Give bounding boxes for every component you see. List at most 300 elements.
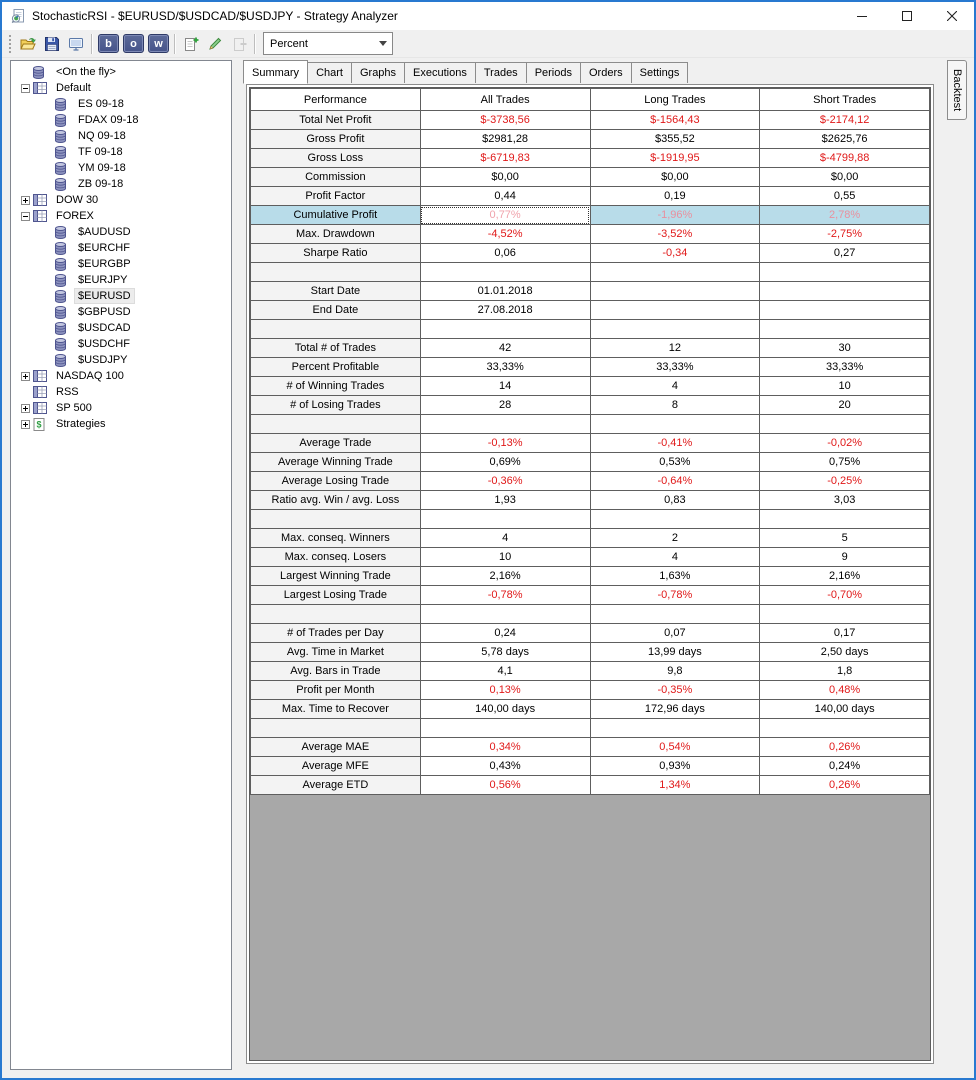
table-row — [251, 776, 930, 795]
tab-chart[interactable]: Chart — [307, 62, 352, 83]
value-cell[interactable]: 30 — [760, 339, 930, 358]
table-row — [251, 377, 930, 396]
value-cell[interactable]: -4,52% — [420, 225, 590, 244]
collapse-minus-icon[interactable] — [17, 212, 33, 221]
tree-item-usdcad[interactable] — [11, 320, 231, 336]
value-cell[interactable]: 4 — [590, 548, 760, 567]
row-label-cell[interactable]: Max. Time to Recover — [251, 700, 421, 719]
tab-summary[interactable]: Summary — [243, 60, 308, 84]
value-cell[interactable]: -1,96% — [590, 206, 760, 225]
tree-item-label: $EURGBP — [78, 258, 131, 270]
column-header-long-trades: Long Trades — [590, 89, 760, 111]
value-cell[interactable]: $0,00 — [420, 168, 590, 187]
value-cell[interactable]: 0,13% — [420, 681, 590, 700]
table-row — [251, 605, 930, 624]
row-label-cell[interactable] — [251, 719, 421, 738]
instrument-icon — [55, 130, 75, 143]
instrument-icon — [55, 274, 75, 287]
instrument-icon — [55, 338, 75, 351]
instrument-icon — [55, 322, 75, 335]
list-icon — [33, 210, 53, 222]
tab-executions[interactable]: Executions — [404, 62, 476, 83]
tree-item-eurusd[interactable] — [11, 288, 231, 304]
value-cell[interactable]: 0,69% — [420, 453, 590, 472]
tree-item-label: <On the fly> — [56, 66, 116, 78]
tree-item-label: $EURJPY — [78, 274, 128, 286]
value-cell[interactable]: 01.01.2018 — [420, 282, 590, 301]
save-button[interactable] — [40, 32, 64, 56]
table-row — [251, 282, 930, 301]
value-cell[interactable]: 0,24 — [420, 624, 590, 643]
value-cell[interactable]: 5 — [760, 529, 930, 548]
analyzer-panel — [240, 58, 970, 1070]
value-cell[interactable]: 2,50 days — [760, 643, 930, 662]
value-cell[interactable]: -3,52% — [590, 225, 760, 244]
display-button[interactable] — [64, 32, 88, 56]
add-button[interactable] — [179, 32, 203, 56]
table-row — [251, 187, 930, 206]
row-label-cell[interactable] — [251, 263, 421, 282]
value-cell[interactable]: 4 — [590, 377, 760, 396]
tree-item-default[interactable] — [11, 80, 231, 96]
performance-grid-area — [249, 87, 931, 1061]
row-label-cell[interactable]: Largest Winning Trade — [251, 567, 421, 586]
value-cell[interactable]: -0,35% — [590, 681, 760, 700]
value-cell[interactable] — [420, 510, 590, 529]
value-cell[interactable]: 12 — [590, 339, 760, 358]
value-cell[interactable]: 5,78 days — [420, 643, 590, 662]
row-label-cell[interactable]: Gross Loss — [251, 149, 421, 168]
tree-item-eurchf[interactable] — [11, 240, 231, 256]
value-cell[interactable]: -0,78% — [590, 586, 760, 605]
save-icon — [44, 36, 60, 52]
tree-item-eurgbp[interactable] — [11, 256, 231, 272]
value-cell[interactable]: 0,83 — [590, 491, 760, 510]
table-row — [251, 225, 930, 244]
tree-item-strategies[interactable] — [11, 416, 231, 432]
value-cell[interactable]: 0,75% — [760, 453, 930, 472]
value-cell[interactable]: 3,03 — [760, 491, 930, 510]
tree-item-label: $AUDUSD — [78, 226, 131, 238]
value-cell[interactable] — [590, 320, 760, 339]
row-label-cell[interactable]: Max. Drawdown — [251, 225, 421, 244]
tree-item-label: $GBPUSD — [78, 306, 131, 318]
value-cell[interactable]: 0,77% — [420, 206, 590, 225]
table-row — [251, 244, 930, 263]
value-cell[interactable] — [760, 282, 930, 301]
table-row — [251, 510, 930, 529]
value-cell[interactable] — [760, 719, 930, 738]
value-cell[interactable]: -0,25% — [760, 472, 930, 491]
value-cell[interactable]: 33,33% — [420, 358, 590, 377]
table-row — [251, 111, 930, 130]
value-cell[interactable]: 0,48% — [760, 681, 930, 700]
close-icon — [947, 11, 957, 21]
list-icon — [33, 82, 53, 94]
tab-graphs[interactable]: Graphs — [351, 62, 405, 83]
table-row — [251, 396, 930, 415]
row-label-cell[interactable]: Avg. Time in Market — [251, 643, 421, 662]
toolbar — [2, 30, 974, 58]
value-cell[interactable]: 10 — [420, 548, 590, 567]
value-cell[interactable]: 0,56% — [420, 776, 590, 795]
value-cell[interactable]: 1,93 — [420, 491, 590, 510]
table-row — [251, 320, 930, 339]
tree-item-eurjpy[interactable] — [11, 272, 231, 288]
tree-item-nq-09-18[interactable] — [11, 128, 231, 144]
value-cell[interactable]: 0,17 — [760, 624, 930, 643]
collapse-minus-icon[interactable] — [17, 84, 33, 93]
table-row — [251, 757, 930, 776]
row-label-cell[interactable]: Cumulative Profit — [251, 206, 421, 225]
row-label-cell[interactable] — [251, 605, 421, 624]
table-row — [251, 168, 930, 187]
instrument-tree[interactable] — [10, 60, 232, 1070]
table-row — [251, 358, 930, 377]
value-cell[interactable]: 4,1 — [420, 662, 590, 681]
value-cell[interactable] — [760, 320, 930, 339]
open-button[interactable] — [16, 32, 40, 56]
tab-backtest-vertical[interactable]: Backtest — [947, 60, 967, 120]
tab-trades[interactable]: Trades — [475, 62, 527, 83]
instrument-icon — [55, 258, 75, 271]
expand-plus-icon[interactable] — [17, 196, 33, 205]
minimize-button[interactable] — [839, 2, 884, 30]
list-icon — [33, 194, 53, 206]
tree-item-gbpusd[interactable] — [11, 304, 231, 320]
value-cell[interactable] — [590, 301, 760, 320]
value-cell[interactable] — [420, 320, 590, 339]
row-label-cell[interactable]: Profit Factor — [251, 187, 421, 206]
value-cell[interactable]: 2,16% — [760, 567, 930, 586]
table-row — [251, 548, 930, 567]
tree-item-forex[interactable] — [11, 208, 231, 224]
value-cell[interactable]: -0,34 — [590, 244, 760, 263]
value-cell[interactable]: 14 — [420, 377, 590, 396]
value-cell[interactable] — [420, 263, 590, 282]
value-cell[interactable]: 140,00 days — [760, 700, 930, 719]
value-cell[interactable] — [590, 605, 760, 624]
monitor-icon — [68, 36, 84, 52]
list-icon — [33, 386, 53, 398]
row-label-cell[interactable]: Ratio avg. Win / avg. Loss — [251, 491, 421, 510]
tab-strip — [243, 62, 687, 83]
tree-item-zb-09-18[interactable] — [11, 176, 231, 192]
value-cell[interactable]: 4 — [420, 529, 590, 548]
row-label-cell[interactable]: Average MAE — [251, 738, 421, 757]
value-cell[interactable] — [590, 719, 760, 738]
tree-item-label: $EURCHF — [78, 242, 130, 254]
pencil-icon — [207, 36, 223, 52]
value-cell[interactable]: 13,99 days — [590, 643, 760, 662]
instrument-icon — [55, 178, 75, 191]
value-cell[interactable]: $-4799,88 — [760, 149, 930, 168]
tree-item-label: FDAX 09-18 — [78, 114, 139, 126]
column-header-performance: Performance — [251, 89, 421, 111]
tree-item-audusd[interactable] — [11, 224, 231, 240]
tree-item-label: $USDCAD — [78, 322, 131, 334]
edit-button[interactable] — [203, 32, 227, 56]
table-row — [251, 529, 930, 548]
value-cell[interactable]: 42 — [420, 339, 590, 358]
table-row — [251, 643, 930, 662]
toolbar-separator — [174, 34, 176, 54]
title-bar — [2, 2, 974, 30]
open-folder-icon — [20, 36, 36, 52]
value-cell[interactable]: 28 — [420, 396, 590, 415]
tree-item-label: DOW 30 — [56, 194, 99, 206]
display-unit-select[interactable] — [263, 32, 393, 55]
table-row — [251, 738, 930, 757]
row-label-cell[interactable]: # of Winning Trades — [251, 377, 421, 396]
row-label-cell[interactable]: Total # of Trades — [251, 339, 421, 358]
list-icon — [33, 370, 53, 382]
tree-item-label: ES 09-18 — [78, 98, 124, 110]
close-button[interactable] — [929, 2, 974, 30]
value-cell[interactable]: 10 — [760, 377, 930, 396]
row-label-cell[interactable]: Max. conseq. Winners — [251, 529, 421, 548]
value-cell[interactable] — [420, 605, 590, 624]
value-cell[interactable]: -2,75% — [760, 225, 930, 244]
value-cell[interactable]: $0,00 — [760, 168, 930, 187]
value-cell[interactable] — [760, 510, 930, 529]
maximize-button[interactable] — [884, 2, 929, 30]
tree-item-label: NQ 09-18 — [78, 130, 126, 142]
value-cell[interactable] — [590, 263, 760, 282]
tree-item-label: RSS — [56, 386, 79, 398]
value-cell[interactable]: 0,26% — [760, 776, 930, 795]
tree-item-label: Strategies — [56, 418, 106, 430]
value-cell[interactable]: 9,8 — [590, 662, 760, 681]
tree-item-usdjpy[interactable] — [11, 352, 231, 368]
tab-periods[interactable]: Periods — [526, 62, 581, 83]
expand-plus-icon[interactable] — [17, 404, 33, 413]
table-row — [251, 567, 930, 586]
toolbar-grip-handle[interactable] — [8, 35, 12, 53]
instrument-icon — [55, 306, 75, 319]
instrument-icon — [55, 290, 75, 303]
value-cell[interactable]: 0,26% — [760, 738, 930, 757]
value-cell[interactable]: 0,06 — [420, 244, 590, 263]
tab-settings[interactable]: Settings — [631, 62, 689, 83]
value-cell[interactable] — [590, 282, 760, 301]
row-label-cell[interactable]: Start Date — [251, 282, 421, 301]
strategy-icon — [33, 418, 53, 431]
row-label-cell[interactable] — [251, 320, 421, 339]
row-label-cell[interactable]: Largest Losing Trade — [251, 586, 421, 605]
value-cell[interactable]: 1,63% — [590, 567, 760, 586]
column-header-all-trades: All Trades — [420, 89, 590, 111]
table-row — [251, 700, 930, 719]
tree-item-es-09-18[interactable] — [11, 96, 231, 112]
value-cell[interactable]: 0,44 — [420, 187, 590, 206]
row-label-cell[interactable]: Average ETD — [251, 776, 421, 795]
row-label-cell[interactable]: Sharpe Ratio — [251, 244, 421, 263]
row-label-cell[interactable]: Avg. Bars in Trade — [251, 662, 421, 681]
value-cell[interactable]: $0,00 — [590, 168, 760, 187]
tree-item-nasdaq-100[interactable] — [11, 368, 231, 384]
value-cell[interactable]: 0,24% — [760, 757, 930, 776]
value-cell[interactable]: 2 — [590, 529, 760, 548]
value-cell[interactable]: 8 — [590, 396, 760, 415]
value-cell[interactable]: $2981,28 — [420, 130, 590, 149]
value-cell[interactable]: 20 — [760, 396, 930, 415]
value-cell[interactable] — [590, 510, 760, 529]
value-cell[interactable] — [760, 605, 930, 624]
row-label-cell[interactable]: Profit per Month — [251, 681, 421, 700]
value-cell[interactable]: 0,43% — [420, 757, 590, 776]
value-cell[interactable]: $355,52 — [590, 130, 760, 149]
tree-item-label: FOREX — [56, 210, 94, 222]
value-cell[interactable]: 0,27 — [760, 244, 930, 263]
backtest-type-w-button[interactable]: w — [148, 34, 169, 53]
row-label-cell[interactable]: Average Trade — [251, 434, 421, 453]
value-cell[interactable]: $-6719,83 — [420, 149, 590, 168]
value-cell[interactable]: 0,07 — [590, 624, 760, 643]
value-cell[interactable]: 172,96 days — [590, 700, 760, 719]
value-cell[interactable]: -0,64% — [590, 472, 760, 491]
table-row — [251, 339, 930, 358]
table-row — [251, 472, 930, 491]
value-cell[interactable]: 1,8 — [760, 662, 930, 681]
table-row — [251, 263, 930, 282]
new-document-plus-icon — [183, 36, 199, 52]
maximize-icon — [902, 11, 912, 21]
row-label-cell[interactable] — [251, 415, 421, 434]
instrument-icon — [55, 114, 75, 127]
instrument-icon — [55, 226, 75, 239]
value-cell[interactable]: 33,33% — [590, 358, 760, 377]
value-cell[interactable] — [760, 263, 930, 282]
row-label-cell[interactable]: Average MFE — [251, 757, 421, 776]
table-row — [251, 719, 930, 738]
table-row — [251, 206, 930, 225]
row-label-cell[interactable] — [251, 510, 421, 529]
tree-item-label: NASDAQ 100 — [56, 370, 124, 382]
backtest-type-o-button[interactable]: o — [123, 34, 144, 53]
tree-item-on-the-fly[interactable] — [11, 64, 231, 80]
display-unit-value: Percent — [270, 37, 308, 50]
tree-item-label: SP 500 — [56, 402, 92, 414]
tree-item-fdax-09-18[interactable] — [11, 112, 231, 128]
expand-plus-icon[interactable] — [17, 420, 33, 429]
row-label-cell[interactable]: # of Losing Trades — [251, 396, 421, 415]
summary-tab-page — [246, 84, 934, 1064]
instrument-icon — [55, 354, 75, 367]
instrument-icon — [55, 162, 75, 175]
tree-item-ym-09-18[interactable] — [11, 160, 231, 176]
value-cell[interactable]: 33,33% — [760, 358, 930, 377]
value-cell[interactable] — [760, 415, 930, 434]
tree-item-label: TF 09-18 — [78, 146, 123, 158]
value-cell[interactable]: 0,19 — [590, 187, 760, 206]
list-icon — [33, 402, 53, 414]
table-row — [251, 624, 930, 643]
value-cell[interactable]: $-1564,43 — [590, 111, 760, 130]
tree-item-label: $EURUSD — [75, 289, 134, 303]
value-cell[interactable]: $-3738,56 — [420, 111, 590, 130]
row-label-cell[interactable]: Max. conseq. Losers — [251, 548, 421, 567]
value-cell[interactable]: -0,70% — [760, 586, 930, 605]
value-cell[interactable]: 0,53% — [590, 453, 760, 472]
backtest-type-b-button[interactable]: b — [98, 34, 119, 53]
value-cell[interactable]: $-1919,95 — [590, 149, 760, 168]
value-cell[interactable]: 27.08.2018 — [420, 301, 590, 320]
instrument-icon — [55, 146, 75, 159]
table-row — [251, 453, 930, 472]
value-cell[interactable]: 2,16% — [420, 567, 590, 586]
table-row — [251, 491, 930, 510]
value-cell[interactable]: 0,34% — [420, 738, 590, 757]
value-cell[interactable]: 140,00 days — [420, 700, 590, 719]
expand-plus-icon[interactable] — [17, 372, 33, 381]
value-cell[interactable]: -0,78% — [420, 586, 590, 605]
tree-item-usdchf[interactable] — [11, 336, 231, 352]
row-label-cell[interactable]: End Date — [251, 301, 421, 320]
value-cell[interactable]: 1,34% — [590, 776, 760, 795]
tab-orders[interactable]: Orders — [580, 62, 632, 83]
instrument-icon — [55, 98, 75, 111]
row-label-cell[interactable]: Average Losing Trade — [251, 472, 421, 491]
value-cell[interactable]: -0,36% — [420, 472, 590, 491]
row-label-cell[interactable]: Commission — [251, 168, 421, 187]
table-row — [251, 681, 930, 700]
table-row — [251, 415, 930, 434]
column-header-short-trades: Short Trades — [760, 89, 930, 111]
value-cell[interactable] — [590, 415, 760, 434]
value-cell[interactable]: 9 — [760, 548, 930, 567]
value-cell[interactable] — [420, 719, 590, 738]
tree-item-label: $USDCHF — [78, 338, 130, 350]
minimize-icon — [857, 11, 867, 21]
app-icon — [10, 8, 26, 24]
toolbar-separator — [254, 34, 256, 54]
table-row — [251, 434, 930, 453]
row-label-cell[interactable]: Total Net Profit — [251, 111, 421, 130]
value-cell[interactable]: -0,13% — [420, 434, 590, 453]
value-cell[interactable]: -0,02% — [760, 434, 930, 453]
value-cell[interactable]: 0,55 — [760, 187, 930, 206]
row-label-cell[interactable]: # of Trades per Day — [251, 624, 421, 643]
value-cell[interactable]: 0,93% — [590, 757, 760, 776]
table-row — [251, 662, 930, 681]
value-cell[interactable]: 0,54% — [590, 738, 760, 757]
value-cell[interactable] — [420, 415, 590, 434]
value-cell[interactable]: $2625,76 — [760, 130, 930, 149]
tree-item-rss[interactable] — [11, 384, 231, 400]
table-row — [251, 301, 930, 320]
tree-item-dow-30[interactable] — [11, 192, 231, 208]
value-cell[interactable]: -0,41% — [590, 434, 760, 453]
value-cell[interactable]: 2,78% — [760, 206, 930, 225]
value-cell[interactable] — [760, 301, 930, 320]
table-row — [251, 149, 930, 168]
row-label-cell[interactable]: Gross Profit — [251, 130, 421, 149]
row-label-cell[interactable]: Percent Profitable — [251, 358, 421, 377]
tree-item-label: ZB 09-18 — [78, 178, 124, 190]
tree-item-sp-500[interactable] — [11, 400, 231, 416]
remove-button — [227, 32, 251, 56]
row-label-cell[interactable]: Average Winning Trade — [251, 453, 421, 472]
chevron-down-icon — [379, 41, 387, 46]
tree-item-label: $USDJPY — [78, 354, 128, 366]
svg-text:$: $ — [36, 419, 42, 429]
tree-item-tf-09-18[interactable] — [11, 144, 231, 160]
instrument-icon — [55, 242, 75, 255]
value-cell[interactable]: $-2174,12 — [760, 111, 930, 130]
summary-table[interactable] — [250, 88, 930, 795]
remove-document-minus-icon — [231, 36, 247, 52]
